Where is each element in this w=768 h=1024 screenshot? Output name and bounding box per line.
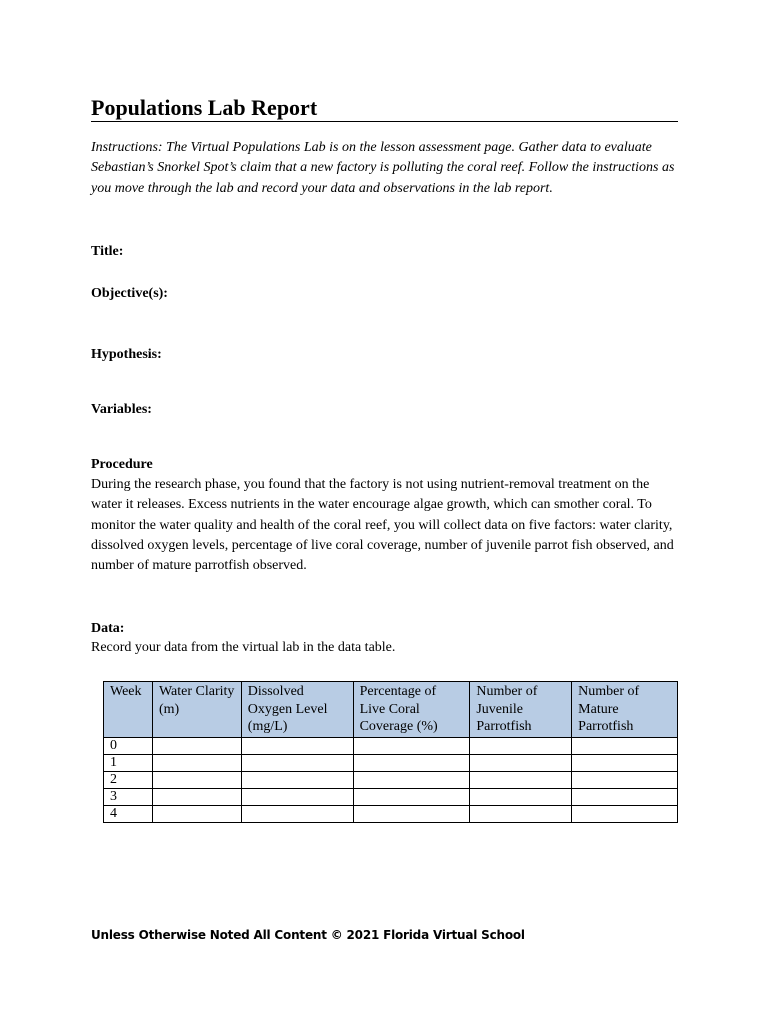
juvenile-parrotfish-cell[interactable]	[470, 771, 572, 788]
table-row	[104, 754, 678, 771]
table-header-row	[104, 682, 678, 738]
week-cell: 4	[104, 805, 153, 822]
table-row	[104, 737, 678, 754]
page-title: Populations Lab Report	[91, 95, 318, 120]
procedure-heading: Procedure	[91, 457, 153, 472]
title-field-label: Title:	[91, 244, 124, 259]
water-clarity-cell[interactable]	[152, 805, 241, 822]
week-cell: 3	[104, 788, 153, 805]
water-clarity-cell[interactable]	[152, 788, 241, 805]
live-coral-cell[interactable]	[353, 737, 470, 754]
dissolved-oxygen-cell[interactable]	[241, 805, 353, 822]
column-header-dissolved-oxygen: Dissolved Oxygen Level (mg/L)	[241, 682, 353, 738]
dissolved-oxygen-cell[interactable]	[241, 737, 353, 754]
live-coral-cell[interactable]	[353, 788, 470, 805]
column-header-juvenile-parrotfish: Number of Juvenile Parrotfish	[470, 682, 572, 738]
copyright-footer: Unless Otherwise Noted All Content © 2021 Florida Virtual School	[91, 928, 525, 942]
water-clarity-cell[interactable]	[152, 754, 241, 771]
water-clarity-cell[interactable]	[152, 737, 241, 754]
juvenile-parrotfish-cell[interactable]	[470, 754, 572, 771]
week-cell: 0	[104, 737, 153, 754]
table-row	[104, 805, 678, 822]
juvenile-parrotfish-cell[interactable]	[470, 737, 572, 754]
dissolved-oxygen-cell[interactable]	[241, 771, 353, 788]
dissolved-oxygen-cell[interactable]	[241, 788, 353, 805]
dissolved-oxygen-cell[interactable]	[241, 754, 353, 771]
mature-parrotfish-cell[interactable]	[572, 788, 678, 805]
water-clarity-cell[interactable]	[152, 771, 241, 788]
live-coral-cell[interactable]	[353, 754, 470, 771]
juvenile-parrotfish-cell[interactable]	[470, 788, 572, 805]
column-header-mature-parrotfish: Number of Mature Parrotfish	[572, 682, 678, 738]
data-table	[103, 681, 678, 823]
procedure-text: During the research phase, you found that the factory is not using nutrient-removal treatment on the water it releases. Excess nutrients in the water encourage algae growth, which can smother coral. To monitor the water quality and health of the coral reef, you will collect data on five factors: water clarity, dissolved oxygen levels, percentage of live coral coverage, number of juvenile parrot fish observed, and number of mature parrotfish observed.	[91, 477, 674, 574]
hypothesis-field-label: Hypothesis:	[91, 347, 162, 362]
mature-parrotfish-cell[interactable]	[572, 754, 678, 771]
data-instruction-text: Record your data from the virtual lab in the data table.	[91, 640, 396, 655]
table-row	[104, 771, 678, 788]
objectives-field-label: Objective(s):	[91, 286, 168, 301]
variables-field-label: Variables:	[91, 402, 152, 417]
data-heading: Data:	[91, 621, 125, 636]
live-coral-cell[interactable]	[353, 805, 470, 822]
mature-parrotfish-cell[interactable]	[572, 737, 678, 754]
table-row	[104, 788, 678, 805]
column-header-week: Week	[104, 682, 153, 738]
instructions-text: Instructions: The Virtual Populations Lab is on the lesson assessment page. Gather data to evaluate Sebastian’s Snorkel Spot’s claim that a new factory is polluting the coral reef. Follow the instructions as you move through the lab and record your data and observations in the lab report.	[91, 140, 675, 196]
mature-parrotfish-cell[interactable]	[572, 805, 678, 822]
week-cell: 2	[104, 771, 153, 788]
column-header-water-clarity: Water Clarity (m)	[152, 682, 241, 738]
mature-parrotfish-cell[interactable]	[572, 771, 678, 788]
title-underline	[91, 121, 678, 122]
juvenile-parrotfish-cell[interactable]	[470, 805, 572, 822]
live-coral-cell[interactable]	[353, 771, 470, 788]
week-cell: 1	[104, 754, 153, 771]
column-header-live-coral: Percentage of Live Coral Coverage (%)	[353, 682, 470, 738]
